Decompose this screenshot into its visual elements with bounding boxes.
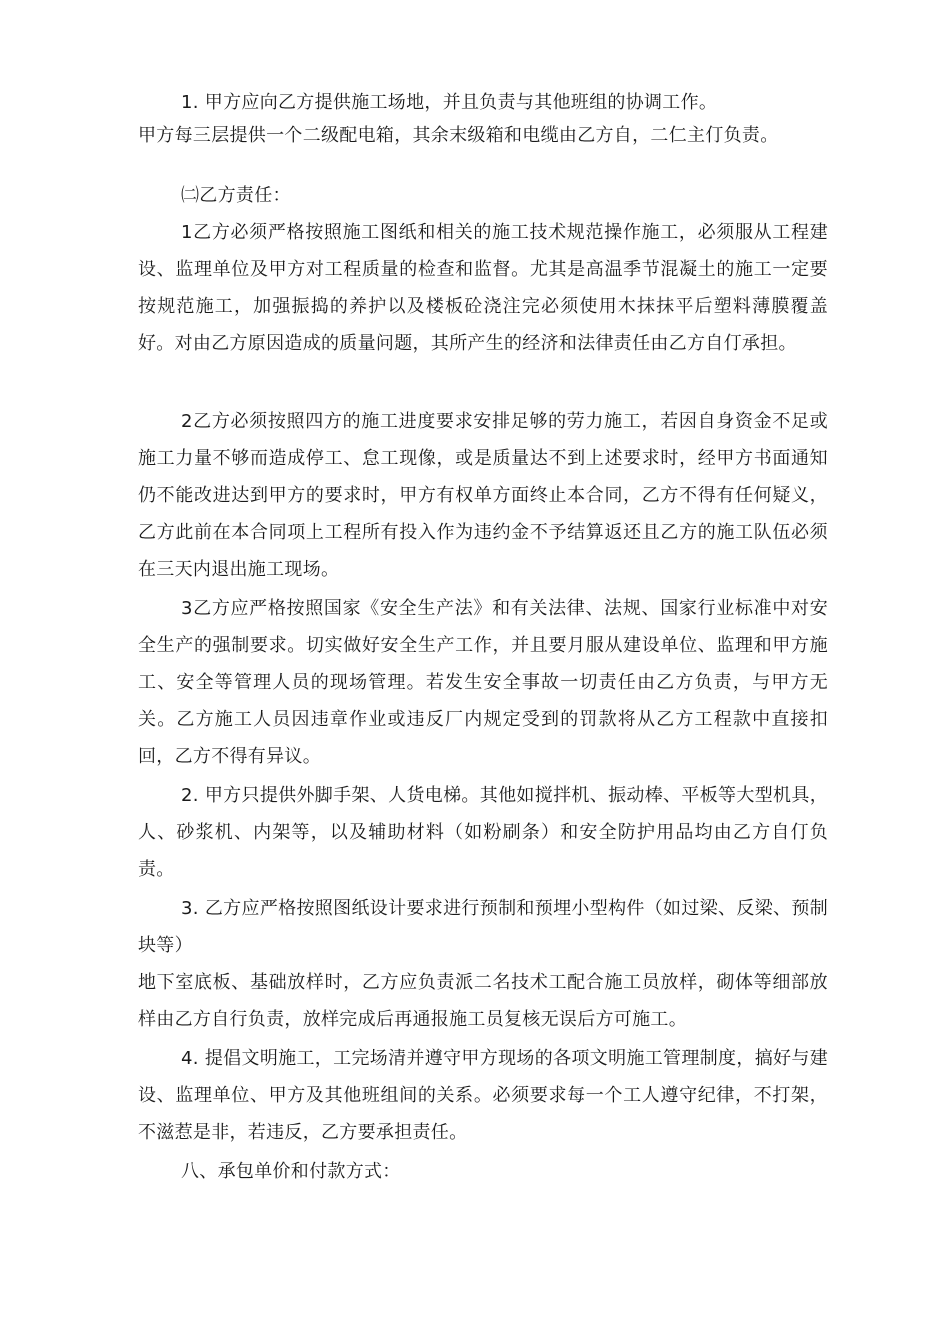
paragraph-equipment: 2. 甲方只提供外脚手架、人货电梯。其他如搅拌机、振动棒、平板等大型机具，人、砂浆机、内架等，以及辅助材料（如粉刷条）和安全防护用品均由乙方自仃负责。 [138, 785, 828, 880]
paragraph-civilized-construction: 4. 提倡文明施工，工完场清并遵守甲方现场的各项文明施工管理制度，搞好与建设、监理单位、甲方及其他班组间的关系。必须要求每一个工人遵守纪律，不打架，不滋惹是非，若违反，乙方要承担责任。 [138, 1048, 828, 1143]
section-heading-pricing: 八、承包单价和付款方式： [181, 1161, 401, 1182]
paragraph-distribution-box: 甲方每三层提供一个二级配电箱，其余末级箱和电缆由乙方自，二仁主仃负责。 [138, 125, 779, 146]
paragraph-b-quality: 1乙方必须严格按照施工图纸和相关的施工技术规范操作施工，必须服从工程建设、监理单位及甲方对工程质量的检查和监督。尤其是高温季节混凝土的施工一定要按规范施工，加强振捣的养护以及楼板砼浇注完必须使用木抹抹平后塑料薄膜覆盖好。对由乙方原因造成的质量问题，其所产生的经济和法律责任由乙方自仃承担。 [138, 222, 828, 354]
paragraph-prefab: 3. 乙方应严格按照图纸设计要求进行预制和预埋小型构件（如过梁、反梁、预制块等） [138, 898, 828, 956]
paragraph-b-schedule: 2乙方必须按照四方的施工进度要求安排足够的劳力施工，若因自身资金不足或施工力量不够而造成停工、怠工现像，或是质量达不到上述要求时，经甲方书面通知仍不能改进达到甲方的要求时，甲方有权单方面终止本合同，乙方不得有任何疑义，乙方此前在本合同项上工程所有投入作为违约金不予结算返还且乙方的施工队伍必须在三天内退出施工现场。 [138, 411, 828, 580]
paragraph-party-a-site: 1. 甲方应向乙方提供施工场地，并且负责与其他班组的协调工作。 [181, 92, 718, 113]
paragraph-b-safety: 3乙方应严格按照国家《安全生产法》和有关法律、法规、国家行业标准中对安全生产的强制要求。切实做好安全生产工作，并且要月服从建设单位、监理和甲方施工、安全等管理人员的现场管理。若发生安全事故一切责任由乙方负责，与甲方无关。乙方施工人员因违章作业或违反厂内规定受到的罚款将从乙方工程款中直接扣回，乙方不得有异议。 [138, 598, 828, 767]
paragraph-layout: 地下室底板、基础放样时，乙方应负责派二名技术工配合施工员放样，砌体等细部放样由乙方自行负责，放样完成后再通报施工员复核无误后方可施工。 [138, 972, 828, 1030]
section-heading-party-b-duties: ㈡乙方责任： [181, 185, 291, 206]
